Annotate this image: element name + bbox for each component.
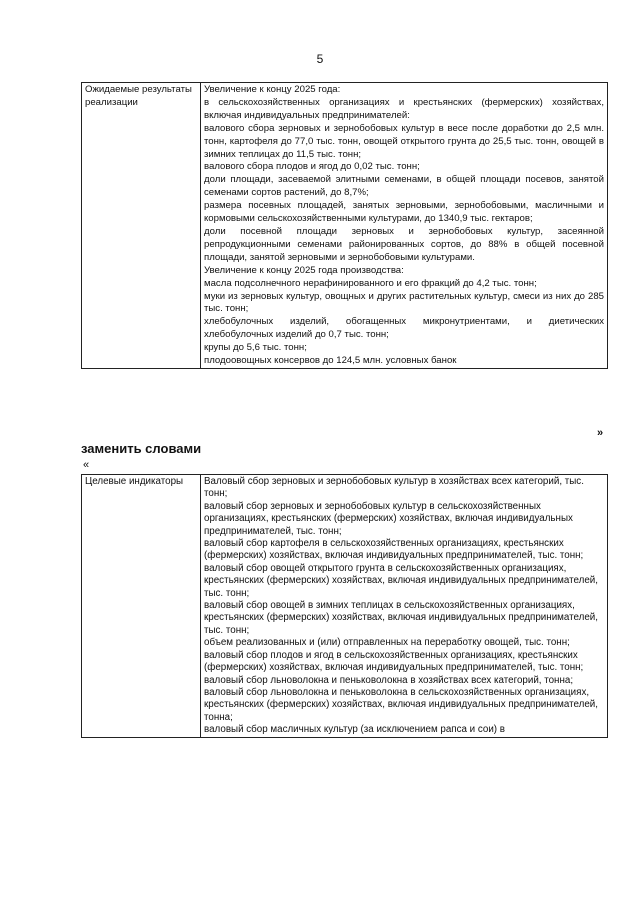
replace-heading: заменить словами xyxy=(81,441,202,456)
list-item: валовый сбор картофеля в сельскохозяйственных организациях, крестьянских (фермерских) хозяйствах, включая индивидуальных предпринимателей, тыс. тонн; xyxy=(204,538,584,562)
list-item: Валовый сбор зерновых и зернобобовых культур в хозяйствах всех категорий, тыс. тонн; xyxy=(204,476,584,500)
closing-quote: » xyxy=(597,427,604,439)
page-number: 5 xyxy=(316,52,324,66)
list-item: Увеличение к концу 2025 года производства: xyxy=(204,264,404,276)
list-item: масла подсолнечного нерафинированного и его фракций до 4,2 тыс. тонн; xyxy=(204,277,537,289)
list-item: объем реализованных и (или) отправленных на переработку овощей, тыс. тонн; xyxy=(204,637,570,649)
list-item: размера посевных площадей, занятых зерновыми, зернобобовыми, масличными и кормовыми сельскохозяйственными культурами, до 1340,9 тыс. гектаров; xyxy=(204,200,604,225)
row-content-expected-results xyxy=(201,83,608,369)
list-item: хлебобулочных изделий, обогащенных микронутриентами, и диетических хлебобулочных изделий до 0,7 тыс. тонн; xyxy=(204,316,604,341)
opening-quote: « xyxy=(83,459,90,471)
list-item: валовый сбор льноволокна и пеньковолокна в сельскохозяйственных организациях, крестьянских (фермерских) хозяйствах, включая индивидуальных предпринимателей, тонна; xyxy=(204,686,598,723)
list-item: валовый сбор зерновых и зернобобовых культур в сельскохозяйственных организациях, крестьянских (фермерских) хозяйствах, включая индивидуальных предпринимателей, тыс. тонн; xyxy=(204,500,573,537)
target-indicators-table xyxy=(81,474,608,738)
list-item: валовый сбор плодов и ягод в сельскохозяйственных организациях, крестьянских (фермерских) хозяйствах, включая индивидуальных предпринимателей, тыс. тонн; xyxy=(204,649,584,674)
list-item: валовый сбор масличных культур (за исключением рапса и сои) в xyxy=(204,724,505,736)
list-item: валового сбора зерновых и зернобобовых культур в весе после доработки до 2,5 млн. тонн, картофеля до 77,0 тыс. тонн, овощей открытого грунта до 25,5 тыс. тонн, овощей в зимних теплицах до 11,5 тыс. тонн; xyxy=(204,122,604,160)
list-item: крупы до 5,6 тыс. тонн; xyxy=(204,342,307,354)
table-row xyxy=(82,83,608,369)
list-item: муки из зерновых культур, овощных и других растительных культур, смеси из них до 285 тыс. тонн; xyxy=(204,290,604,315)
list-item: в сельскохозяйственных организациях и крестьянских (фермерских) хозяйствах, включая индивидуальных предпринимателей: xyxy=(204,96,604,121)
row-content-target-indicators xyxy=(201,475,608,738)
list-item: доли площади, засеваемой элитными семенами, в общей площади посевов, занятой семенами сортов растений, до 8,7%; xyxy=(204,174,604,199)
list-item: валовый сбор овощей открытого грунта в сельскохозяйственных организациях, крестьянских (фермерских) хозяйствах, включая индивидуальных предпринимателей, тыс. тонн; xyxy=(204,562,598,599)
list-item: валового сбора плодов и ягод до 0,02 тыс. тонн; xyxy=(204,161,420,173)
list-item: валовый сбор льноволокна и пеньковолокна в хозяйствах всех категорий, тонна; xyxy=(204,674,574,686)
list-item: доли посевной площади зерновых и зернобобовых культур, засеянной репродукционными семенами районированных сортов, до 88% в общей посевной площади, занятой зерновыми и зернобобовыми культурами. xyxy=(204,225,604,263)
list-item: плодоовощных консервов до 124,5 млн. условных банок xyxy=(204,355,457,367)
row-label-target-indicators: Целевые индикаторы xyxy=(82,475,201,738)
row-label-expected-results: Ожидаемые результаты реализации xyxy=(82,83,201,369)
table-row xyxy=(82,475,608,738)
list-item: валовый сбор овощей в зимних теплицах в сельскохозяйственных организациях, крестьянских (фермерских) хозяйствах, включая индивидуальных предпринимателей, тыс. тонн; xyxy=(204,600,598,636)
expected-results-table xyxy=(81,82,608,369)
list-item: Увеличение к концу 2025 года: xyxy=(204,84,341,95)
